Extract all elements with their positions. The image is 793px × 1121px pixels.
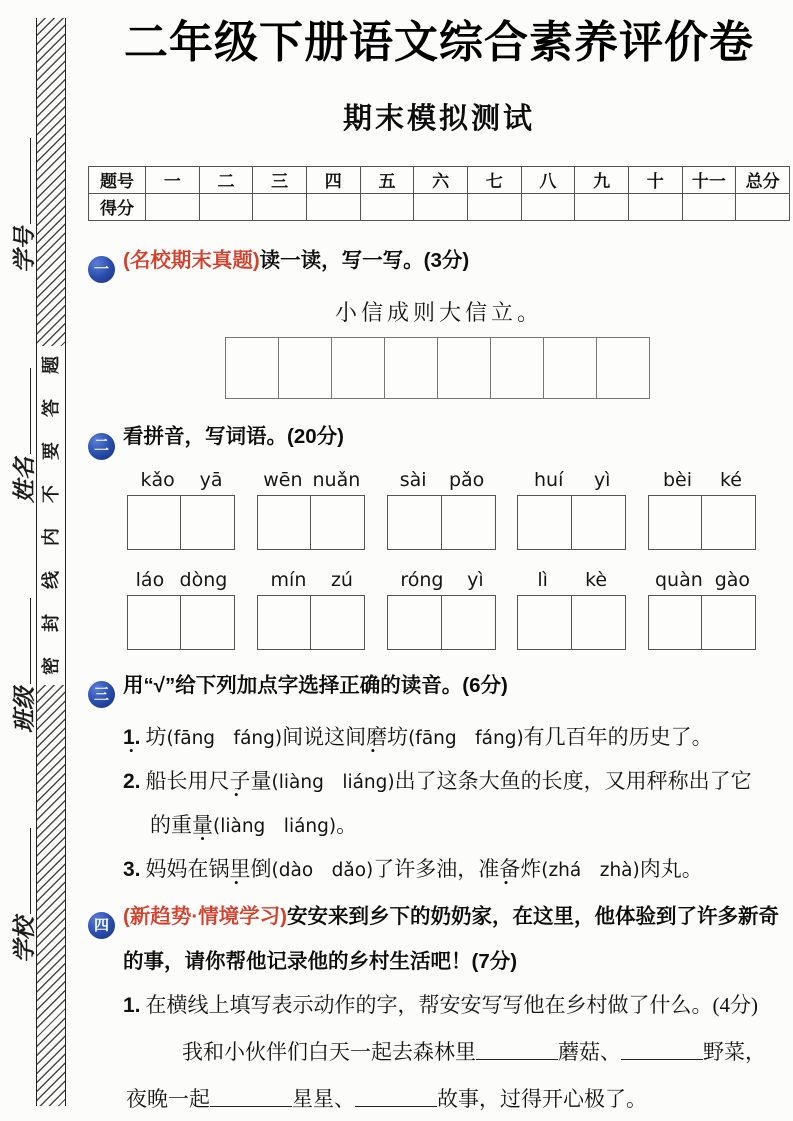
student-field-school-label: 学校 [12,917,37,963]
question-line [150,804,790,848]
pinyin-syllable: lì [537,568,548,591]
section-2-badge: 二 [88,433,115,460]
pinyin-syllable: wēn [263,468,303,491]
pinyin-syllable: yì [593,468,611,491]
copy-cell[interactable] [384,337,439,399]
write-box [649,595,756,650]
hatch-pattern-top [37,18,65,346]
dotted-character: 坊 [387,725,409,750]
score-cell[interactable] [521,193,575,220]
student-field-number-label: 学号 [12,227,37,273]
student-field-class-label: 班级 [12,687,37,733]
score-column-header: 十 [628,166,682,193]
question-line [123,848,790,892]
pinyin-options: (fāng fáng) [408,728,524,750]
pinyin-options: (liàng liáng) [213,816,337,838]
dotted-character: 量 [250,769,272,794]
section-4-intro: 安安来到乡下的奶奶家，在这里，他体验到了许多新奇的事，请你帮他记录他的乡村生活吧！(7分) [123,905,779,974]
score-column-header: 三 [253,166,307,193]
score-row-label: 得分 [89,193,146,220]
pinyin-syllable: dòng [179,568,228,591]
write-cell[interactable] [127,595,182,650]
score-cell[interactable] [467,193,521,220]
write-boxes-row-2 [128,595,756,650]
seal-char: 内 [41,528,61,546]
pinyin-label [519,467,626,493]
score-column-header: 十一 [682,166,736,193]
sentence-text: 的重 [150,813,192,838]
score-table [88,166,790,221]
write-cell[interactable] [310,495,365,550]
copy-cell[interactable] [596,337,651,399]
write-cell[interactable] [180,595,235,650]
section-1-tag: (名校期末真题) [123,248,260,272]
score-cell[interactable] [253,193,307,220]
section-3-header [88,672,790,709]
copy-grid [226,337,790,399]
copy-sentence: 小信成则大信立。 [334,300,543,326]
write-cell[interactable] [387,595,442,650]
answer-blank-line[interactable] [355,1102,437,1107]
student-field-number [13,138,36,273]
copy-cell[interactable] [437,337,492,399]
write-cell[interactable] [180,495,235,550]
pinyin-syllable: mín [270,568,307,591]
pinyin-syllable: huí [534,468,564,491]
dotted-character: 坊 [145,725,167,750]
section-2-title: 看拼音，写词语。(20分) [123,425,344,449]
score-cell[interactable] [736,193,790,220]
pinyin-row-2 [128,567,756,593]
copy-cell[interactable] [278,337,333,399]
write-cell[interactable] [571,495,626,550]
section-4-subitem [123,984,790,1027]
paper-content [88,0,790,1121]
sentence-text: 肉丸。 [639,857,703,882]
question-line [123,760,790,804]
write-boxes-row-1 [128,495,756,550]
pinyin-label [258,567,365,593]
seal-char: 要 [41,442,61,460]
pinyin-syllable: nuǎn [312,468,361,491]
write-cell[interactable] [441,495,496,550]
sentence-text: 船长用尺子 [145,769,251,794]
item-number: 2. [123,770,141,794]
pinyin-row-1 [128,467,756,493]
write-box [258,595,365,650]
answer-blank-line[interactable] [210,1102,292,1107]
pinyin-syllable: yì [467,568,484,591]
pinyin-syllable: bèi [662,468,693,491]
section-4-badge: 四 [88,912,115,939]
score-cell[interactable] [306,193,360,220]
section-1-badge: 一 [88,256,115,283]
pinyin-label [519,567,626,593]
seal-char: 密 [41,657,61,675]
student-info-rail [0,25,36,1055]
write-cell[interactable] [441,595,496,650]
student-field-number-blank[interactable] [28,138,31,224]
pinyin-label [128,567,235,593]
pinyin-syllable: zú [330,568,353,591]
sentence-text: 。 [336,813,358,838]
seal-char: 题 [41,356,61,374]
student-field-name [13,368,36,503]
subitem-number: 1. [123,994,141,1018]
score-cell[interactable] [575,193,629,220]
score-column-header: 四 [306,166,360,193]
write-box [389,495,496,550]
write-cell[interactable] [310,595,365,650]
score-cell[interactable] [682,193,736,220]
pinyin-label [128,467,235,493]
pinyin-syllable: kè [585,568,608,591]
pinyin-label [389,567,496,593]
answer-blank-line[interactable] [476,1055,558,1060]
seal-line-rail [36,18,66,1106]
write-cell[interactable] [648,595,703,650]
copy-cell[interactable] [543,337,598,399]
section-3-items [88,716,790,892]
student-field-name-blank[interactable] [28,368,31,454]
pinyin-options: (fāng fáng) [166,728,283,750]
score-column-header: 二 [199,166,253,193]
pinyin-label [649,567,756,593]
page-subtitle: 期末模拟测试 [342,102,535,135]
section-4-tag: (新趋势·情境学习) [123,905,287,929]
write-box [519,595,626,650]
section-3-title: 用“√”给下列加点字选择正确的读音。(6分) [123,673,508,697]
seal-text [37,346,65,685]
sentence-text: 间说这间磨 [282,725,388,750]
score-column-header: 一 [146,166,200,193]
student-field-school-blank[interactable] [28,828,31,914]
score-table-corner: 题号 [89,166,146,193]
write-cell[interactable] [127,495,182,550]
copy-cell[interactable] [331,337,386,399]
fill-in-paragraph [126,1029,776,1121]
pinyin-syllable: pǎo [448,468,485,491]
write-box [649,495,756,550]
pinyin-options: (liàng liáng) [271,772,395,794]
item-number: 1. [123,726,141,750]
hatch-pattern-bottom [37,685,65,1106]
pinyin-syllable: láo [135,568,165,591]
pinyin-options: (zhá zhà) [541,860,640,882]
score-cell[interactable] [628,193,682,220]
write-cell[interactable] [387,495,442,550]
score-column-header: 九 [575,166,629,193]
score-column-header: 七 [467,166,521,193]
write-box [519,495,626,550]
write-cell[interactable] [517,495,572,550]
section-2-header [88,423,790,460]
write-box [389,595,496,650]
seal-char: 答 [41,399,61,417]
pinyin-syllable: sài [399,468,427,491]
score-cell[interactable] [360,193,414,220]
section-1-header [88,247,790,284]
write-box [128,595,235,650]
pinyin-options: (dào dǎo) [271,860,374,882]
sentence-text: 妈妈在锅里 [145,857,251,882]
score-cell[interactable] [414,193,468,220]
pinyin-syllable: róng [400,568,444,591]
score-column-header: 八 [521,166,575,193]
sentence-text: 有几百年的历史了。 [523,725,713,750]
score-column-header: 五 [360,166,414,193]
score-cell[interactable] [146,193,200,220]
write-cell[interactable] [517,595,572,650]
seal-char: 不 [41,485,61,503]
item-number: 3. [123,858,141,882]
sentence-text: 出了这条大鱼的长度，又用秤称出了它 [394,769,752,794]
section-3-badge: 三 [88,681,115,708]
pinyin-label [389,467,496,493]
student-field-name-label: 姓名 [12,457,37,503]
score-cell[interactable] [199,193,253,220]
pinyin-syllable: quàn [654,568,703,591]
sentence-text: 蘑菇、 [558,1040,621,1065]
student-field-school [13,828,36,963]
pinyin-syllable: ké [719,468,742,491]
answer-blank-line[interactable] [621,1055,703,1060]
sentence-text: 故事，过得开心极了。 [437,1087,647,1112]
sentence-text: 了许多油，准备 [373,857,521,882]
write-cell[interactable] [257,495,312,550]
student-field-class [13,598,36,733]
write-cell[interactable] [571,595,626,650]
sentence-text: 星星、 [292,1087,355,1112]
sentence-text: 我和小伙伴们白天一起去森林里 [182,1040,476,1065]
write-cell[interactable] [701,495,756,550]
seal-char: 封 [41,614,61,632]
seal-char: 线 [41,571,61,589]
pinyin-syllable: gào [714,568,751,591]
subitem-text: 在横线上填写表示动作的字，帮安安写写他在乡村做了什么。(4分) [145,993,758,1018]
dotted-character: 炸 [520,857,542,882]
write-box [258,495,365,550]
section-1-title: 读一读，写一写。(3分) [259,248,470,272]
score-column-header: 总分 [736,166,790,193]
dotted-character: 倒 [250,857,272,882]
score-column-header: 六 [414,166,468,193]
copy-cell[interactable] [225,337,280,399]
student-field-class-blank[interactable] [28,598,31,684]
section-4-header [88,894,790,984]
write-cell[interactable] [257,595,312,650]
question-line [123,716,790,760]
pinyin-label [258,467,365,493]
pinyin-syllable: kǎo [140,468,175,491]
copy-cell[interactable] [490,337,545,399]
page-title: 二年级下册语文综合素养评价卷 [124,18,754,67]
write-cell[interactable] [648,495,703,550]
write-cell[interactable] [701,595,756,650]
pinyin-label [649,467,756,493]
dotted-character: 量 [192,813,213,838]
write-box [128,495,235,550]
pinyin-syllable: yā [199,468,223,491]
sentence-text: 野菜，夜晚一起 [126,1040,766,1112]
